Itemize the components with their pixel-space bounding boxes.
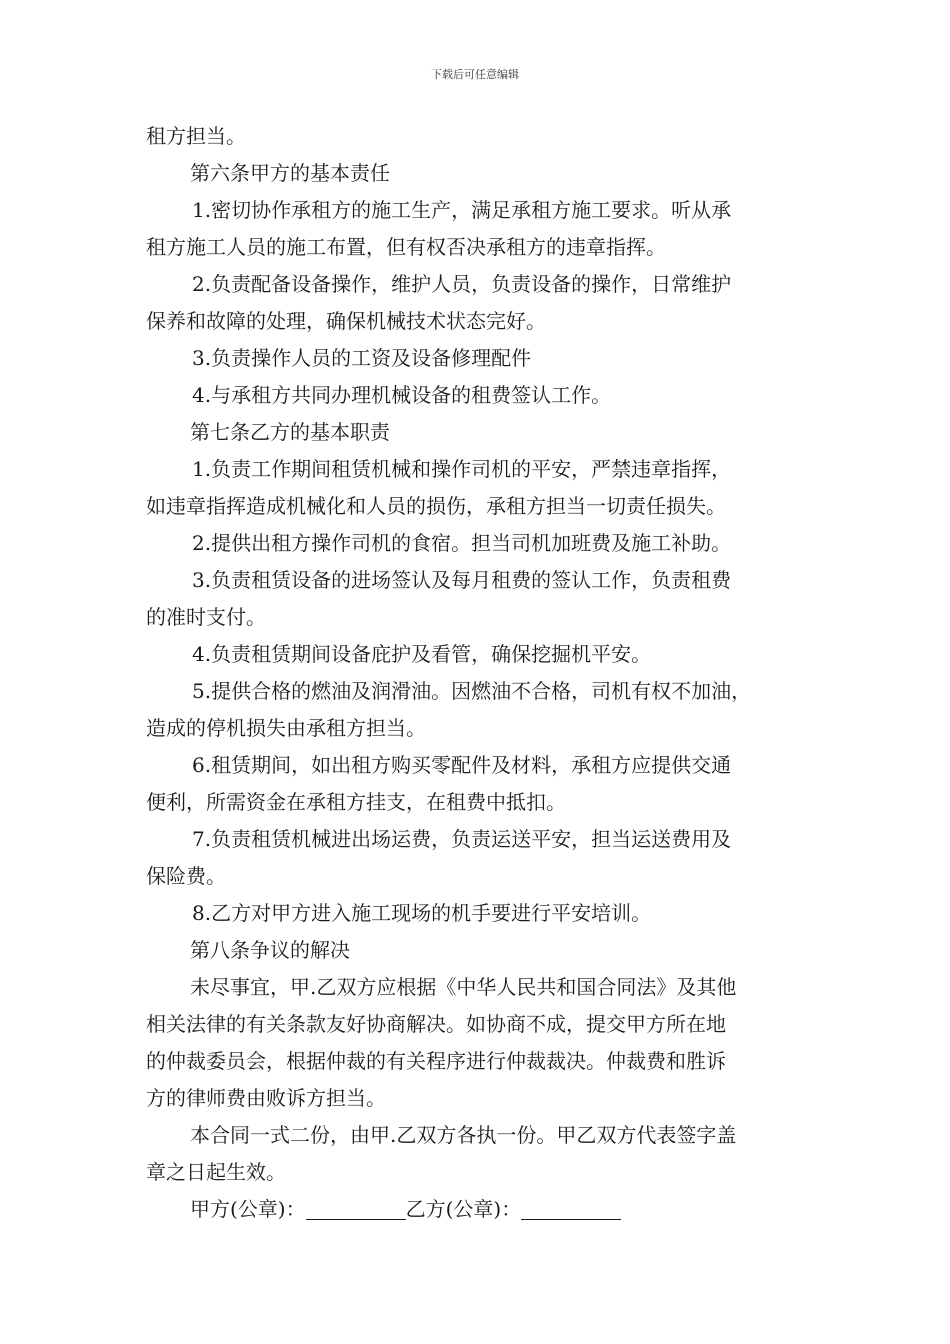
text-line: 第八条争议的解决 [190,938,350,962]
page-header: 下载后可任意编辑 [431,68,519,81]
text-line: 造成的停机损失由承租方担当。 [146,716,426,740]
text-line: 8.乙方对甲方进入施工现场的机手要进行平安培训。 [192,901,652,925]
text-line: 租方担当。 [146,124,246,148]
text-line: 保险费。 [146,864,226,888]
text-line: 3.负责租赁设备的进场签认及每月租费的签认工作，负责租费 [192,568,732,592]
text-line: 第六条甲方的基本责任 [190,161,390,185]
text-line: 保养和故障的处理，确保机械技术状态完好。 [146,309,546,333]
text-line: 6.租赁期间，如出租方购买零配件及材料，承租方应提供交通 [192,753,732,777]
party-b-seal-label: 乙方(公章)： [405,1197,522,1221]
text-line: 3.负责操作人员的工资及设备修理配件 [192,346,532,370]
text-line: 租方施工人员的施工布置，但有权否决承租方的违章指挥。 [146,235,666,259]
party-a-seal-label: 甲方(公章)： [190,1197,306,1221]
text-line: 5.提供合格的燃油及润滑油。因燃油不合格，司机有权不加油， [192,679,752,703]
text-line: 的准时支付。 [146,605,266,629]
text-line: 1.负责工作期间租赁机械和操作司机的平安，严禁违章指挥， [192,457,732,481]
text-line: 的仲裁委员会，根据仲裁的有关程序进行仲裁裁决。仲裁费和胜诉 [146,1049,726,1073]
party-b-seal-blank [521,1199,621,1220]
text-line: 如违章指挥造成机械化和人员的损伤，承租方担当一切责任损失。 [146,494,726,518]
text-line: 方的律师费由败诉方担当。 [146,1086,386,1110]
contract-text [146,118,806,1191]
text-line: 第七条乙方的基本职责 [190,420,390,444]
text-line: 4.负责租赁期间设备庇护及看管，确保挖掘机平安。 [192,642,652,666]
text-line: 未尽事宜，甲.乙双方应根据《中华人民共和国合同法》及其他 [190,975,737,999]
document-body [146,118,806,1228]
text-line: 4.与承租方共同办理机械设备的租费签认工作。 [192,383,612,407]
text-line: 本合同一式二份，由甲.乙双方各执一份。甲乙双方代表签字盖 [190,1123,737,1147]
text-line: 章之日起生效。 [146,1160,286,1184]
party-a-seal-blank [306,1199,406,1220]
text-line: 2.提供出租方操作司机的食宿。担当司机加班费及施工补助。 [192,531,732,555]
text-line: 便利，所需资金在承租方挂支，在租费中抵扣。 [146,790,566,814]
text-line: 2.负责配备设备操作，维护人员，负责设备的操作，日常维护 [192,272,732,296]
text-line: 1.密切协作承租方的施工生产，满足承租方施工要求。听从承 [192,198,732,222]
text-line: 7.负责租赁机械进出场运费，负责运送平安，担当运送费用及 [192,827,732,851]
signature-line [146,1191,806,1228]
text-line: 相关法律的有关条款友好协商解决。如协商不成，提交甲方所在地 [146,1012,726,1036]
